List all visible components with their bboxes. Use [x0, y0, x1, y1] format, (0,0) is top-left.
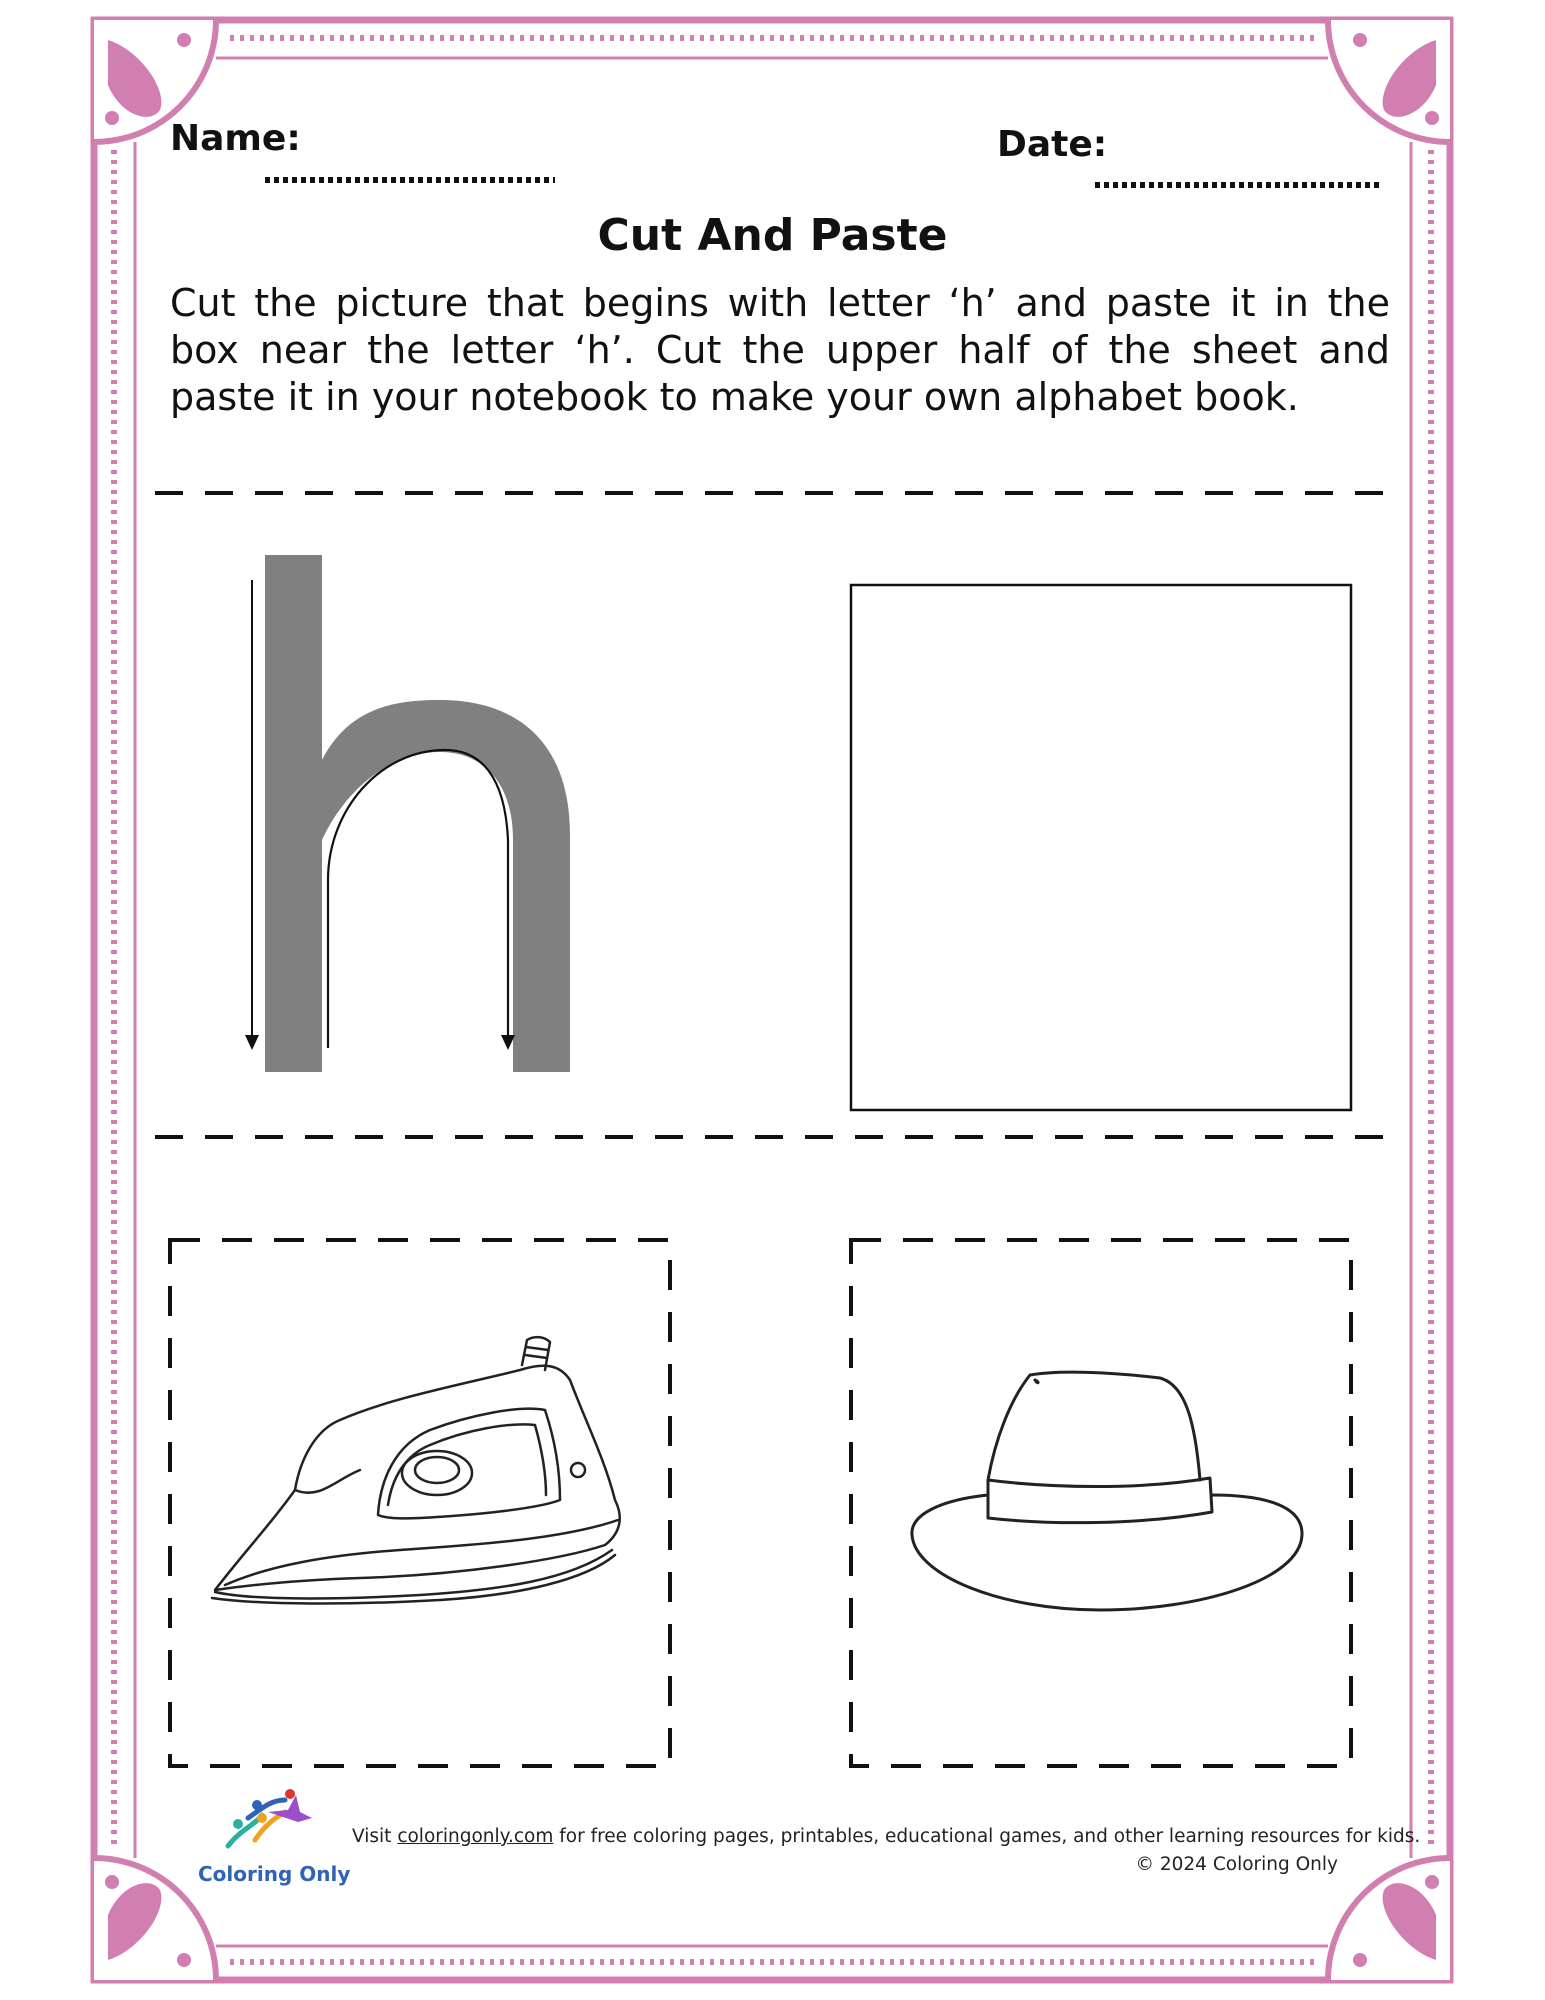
footer-visit-suffix: for free coloring pages, printables, educational games, and other learning resources for kids. — [553, 1826, 1421, 1847]
footer-visit-prefix: Visit — [352, 1826, 398, 1847]
iron-icon — [212, 1337, 620, 1603]
corner-ornament-bottom-right — [1328, 1858, 1450, 1980]
worksheet-instructions: Cut the picture that begins with letter ‘h’ and paste it in the box near the letter ‘h’. Cut the upper half of the sheet and paste it in your notebook to make your own alphabet book. — [170, 281, 1390, 419]
logo-text: Coloring Only — [198, 1862, 351, 1886]
footer-copyright: © 2024 Coloring Only — [1135, 1854, 1338, 1875]
paste-box — [851, 585, 1351, 1110]
coloring-only-logo-mark — [228, 1789, 312, 1846]
corner-ornament-top-right — [1328, 20, 1450, 142]
picture-box-iron — [170, 1240, 670, 1766]
hat-icon — [912, 1372, 1302, 1610]
worksheet-title: Cut And Paste — [597, 210, 948, 261]
name-label: Name: — [170, 118, 301, 159]
letter-h-tracing — [245, 555, 570, 1072]
footer-link[interactable]: coloringonly.com — [397, 1826, 554, 1847]
footer-visit-text — [352, 1826, 1420, 1847]
date-label: Date: — [997, 124, 1108, 165]
